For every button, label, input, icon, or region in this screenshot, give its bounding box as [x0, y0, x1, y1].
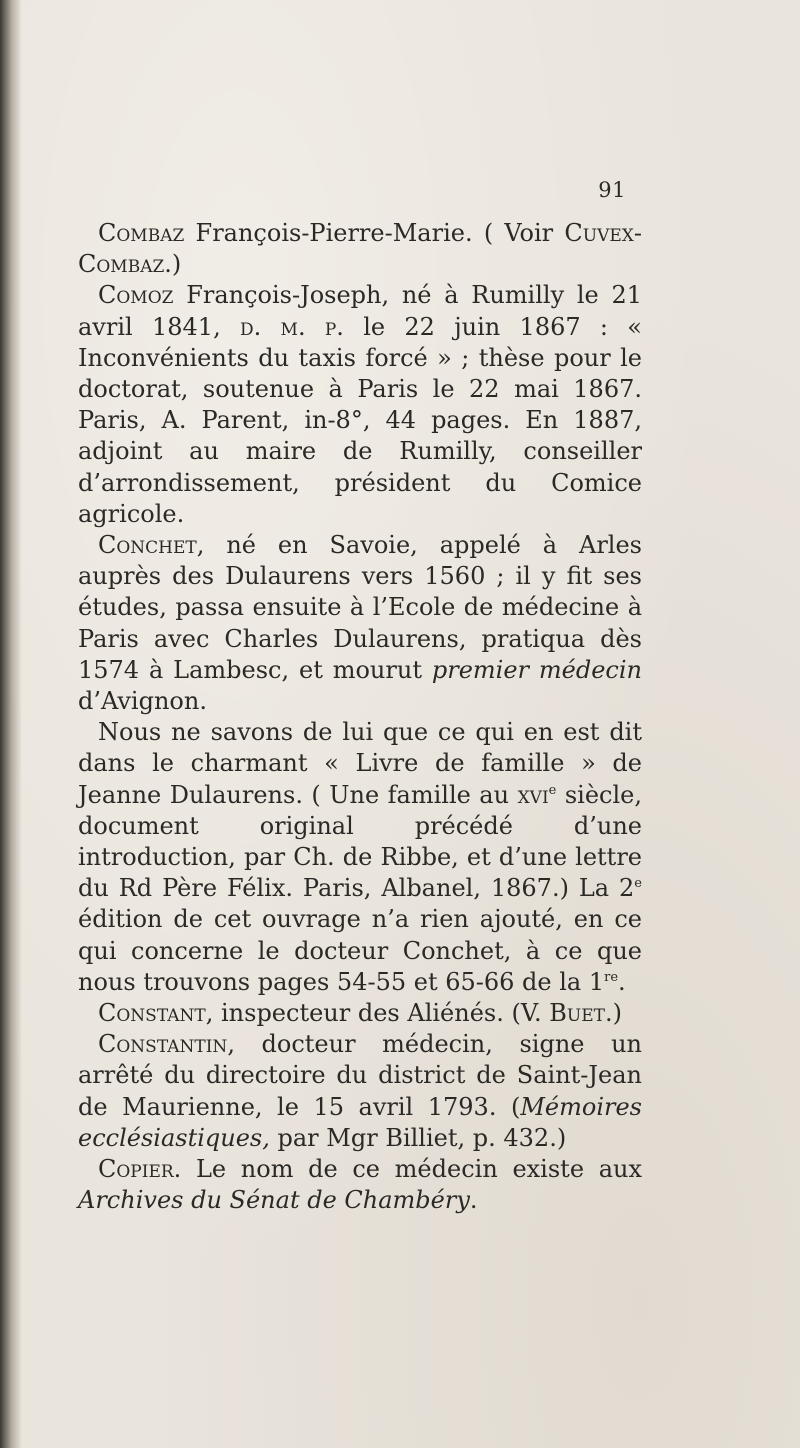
- entry-conchet: [78, 530, 642, 717]
- superscript: e: [634, 876, 642, 892]
- entry-text: , né en Savoie, appelé à Arles auprès des Dulaurens vers 1560 ; il y fit ses études, passa ensuite à l’Ecole de médecine à Paris avec Charles Dulaurens, pratiqua dès 1574 à Lambesc, et mourut: [78, 531, 642, 684]
- entry-text: le 22 juin 1867 : « Inconvénients du taxis forcé » ; thèse pour le doctorat, soutenue à Paris le 22 mai 1867. Paris, A. Parent, in-8°, 44 pages. En 1887, adjoint au maire de Rumilly, conseiller d’arrondissement, président du Comice agricole.: [78, 312, 642, 528]
- cross-reference: Cuvex-Combaz: [78, 219, 642, 279]
- entry-comoz: [78, 280, 642, 530]
- entry-name: Combaz: [98, 219, 185, 247]
- italic-text: Mémoires ecclésiastiques,: [78, 1092, 642, 1152]
- entry-constant: [78, 998, 642, 1029]
- entry-text: .: [618, 967, 626, 996]
- entry-name: Constantin: [98, 1030, 228, 1059]
- entry-conchet-continued: [78, 717, 642, 998]
- entry-text: siècle, document original précédé d’une introduction, par Ch. de Ribbe, et d’une lettre du Rd Père Félix. Paris, Albanel, 1867.) La 2: [78, 780, 643, 903]
- entry-text: , docteur médecin, signe un arrêté du directoire du district de Saint-Jean de Maurienne, le 15 avril 1793. (: [78, 1030, 642, 1121]
- entry-name: Conchet: [98, 531, 197, 560]
- entry-constantin: [78, 1029, 642, 1154]
- entry-text: par Mgr Billiet, p. 432.): [269, 1123, 567, 1152]
- italic-text: premier médecin: [431, 655, 642, 684]
- entry-text: .): [164, 250, 182, 279]
- entry-text: , inspecteur des Aliénés. (V.: [205, 999, 550, 1028]
- entry-text: d’Avignon.: [78, 687, 207, 716]
- entry-copier: [78, 1154, 642, 1216]
- superscript: re: [604, 969, 619, 985]
- entry-name: Constant: [98, 999, 206, 1028]
- degree-abbreviation: d. m. p.: [239, 312, 344, 341]
- entry-text: .): [604, 999, 622, 1028]
- entry-text: Nous ne savons de lui que ce qui en est dit dans le charmant « Livre de famille » de Jeanne Dulaurens. ( Une famille au: [78, 718, 642, 809]
- cross-reference: Buet: [549, 999, 605, 1028]
- entry-text: .: [469, 1186, 478, 1215]
- entry-text: François-Joseph, né à Rumilly le 21 avril 1841,: [78, 281, 642, 341]
- page-body: [78, 218, 642, 1217]
- entry-text: édition de cet ouvrage n’a rien ajouté, en ce qui concerne le docteur Conchet, à ce que nous trouvons pages 54-55 et 65-66 de la 1: [78, 905, 642, 996]
- entry-text: François-Pierre-Marie. ( Voir: [184, 219, 565, 247]
- entry-text: . Le nom de ce médecin existe aux: [173, 1155, 642, 1184]
- entry-name: Copier: [98, 1155, 174, 1184]
- entry-combaz: [78, 218, 642, 280]
- italic-text: Archives du Sénat de Chambéry: [78, 1186, 470, 1215]
- superscript: e: [548, 782, 557, 798]
- entry-name: Comoz: [98, 281, 174, 310]
- century-numeral: xvi: [517, 780, 549, 809]
- book-spine-shadow: [0, 0, 22, 1448]
- page-number: 91: [598, 178, 626, 202]
